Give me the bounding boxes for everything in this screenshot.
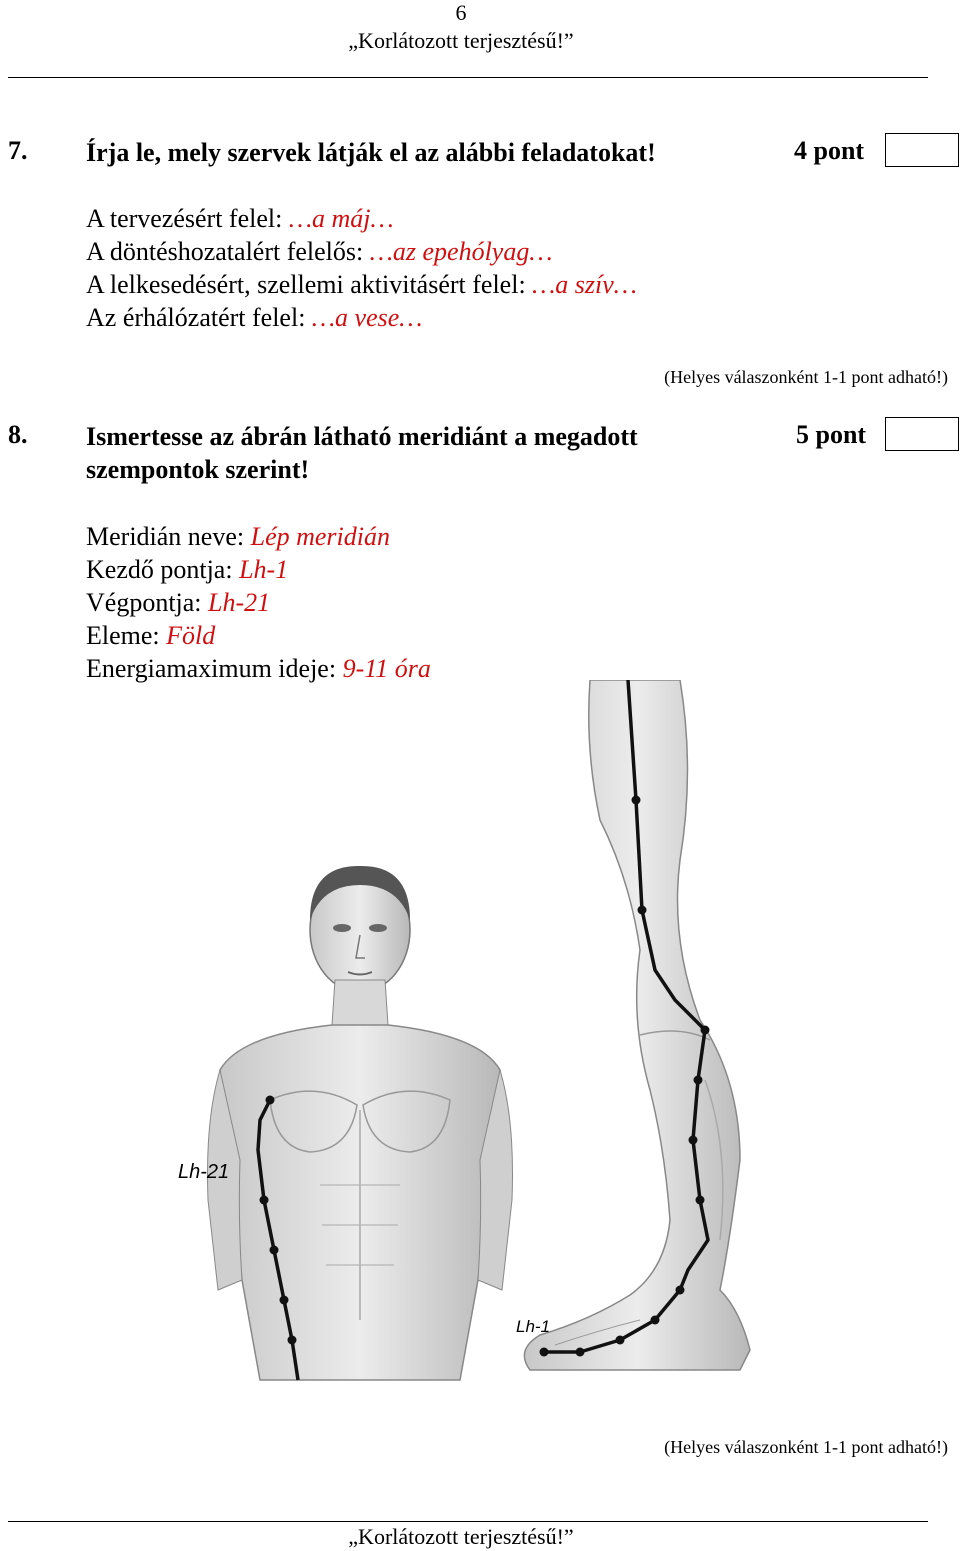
q7-line-answer: …az epehólyag…	[369, 237, 553, 266]
q7-line-label: A döntéshozatalért felelős:	[86, 237, 370, 266]
header-banner: „Korlátozott terjesztésű!”	[348, 28, 574, 53]
q8-line-answer: Föld	[166, 621, 216, 650]
footer-banner: „Korlátozott terjesztésű!”	[348, 1524, 574, 1549]
q8-line-answer: Lh-21	[208, 588, 271, 617]
q7-answer-line-3	[86, 268, 637, 301]
leg-illustration	[524, 680, 750, 1370]
q8-line-label: Végpontja:	[86, 588, 209, 617]
q8-answer-line-2	[86, 553, 288, 586]
q7-points: 4 pont	[794, 136, 865, 165]
footer-rule	[8, 1521, 928, 1522]
figure-label-lh21: Lh-21	[178, 1161, 230, 1183]
q8-line-label: Energiamaximum ideje:	[86, 654, 343, 683]
q8-line-label: Eleme:	[86, 621, 167, 650]
q8-line-label: Meridián neve:	[86, 522, 251, 551]
q8-points: 5 pont	[796, 420, 867, 449]
q8-line-answer: 9-11 óra	[342, 654, 431, 683]
q8-number: 8.	[8, 420, 28, 449]
q8-line-label: Kezdő pontja:	[86, 555, 240, 584]
q8-text-line-1: Ismertesse az ábrán látható meridiánt a megadott	[86, 422, 638, 451]
q7-text: Írja le, mely szervek látják el az alábbi feladatokat!	[86, 138, 656, 167]
page-number: 6	[455, 0, 467, 25]
q7-scoring-note: (Helyes válaszonként 1-1 pont adható!)	[664, 367, 948, 387]
figure-label-lh1: Lh-1	[516, 1317, 551, 1336]
q8-answer-line-3	[86, 586, 270, 619]
q8-line-answer: Lép meridián	[250, 522, 390, 551]
q8-scoring-note: (Helyes válaszonként 1-1 pont adható!)	[664, 1437, 948, 1457]
q7-line-label: A tervezésért felel:	[86, 204, 289, 233]
q7-answer-line-1	[86, 202, 394, 235]
q7-answer-line-2	[86, 235, 552, 268]
q8-answer-line-4	[86, 619, 215, 652]
q8-answer-line-1	[86, 520, 390, 553]
torso-illustration	[208, 866, 513, 1380]
q7-line-label: Az érhálózatért felel:	[86, 303, 312, 332]
q7-line-label: A lelkesedésért, szellemi aktivitásért felel:	[86, 270, 533, 299]
header-rule	[8, 77, 928, 78]
q7-answer-line-4	[86, 301, 422, 334]
q7-line-answer: …a vese…	[311, 303, 423, 332]
q8-text-line-2: szempontok szerint!	[86, 455, 310, 484]
q7-score-box[interactable]	[885, 133, 959, 167]
q7-number: 7.	[8, 136, 28, 165]
q8-line-answer: Lh-1	[239, 555, 289, 584]
q8-score-box[interactable]	[885, 417, 959, 451]
q7-line-answer: …a szív…	[532, 270, 637, 299]
meridian-figure	[160, 680, 800, 1420]
q7-line-answer: …a máj…	[288, 204, 394, 233]
